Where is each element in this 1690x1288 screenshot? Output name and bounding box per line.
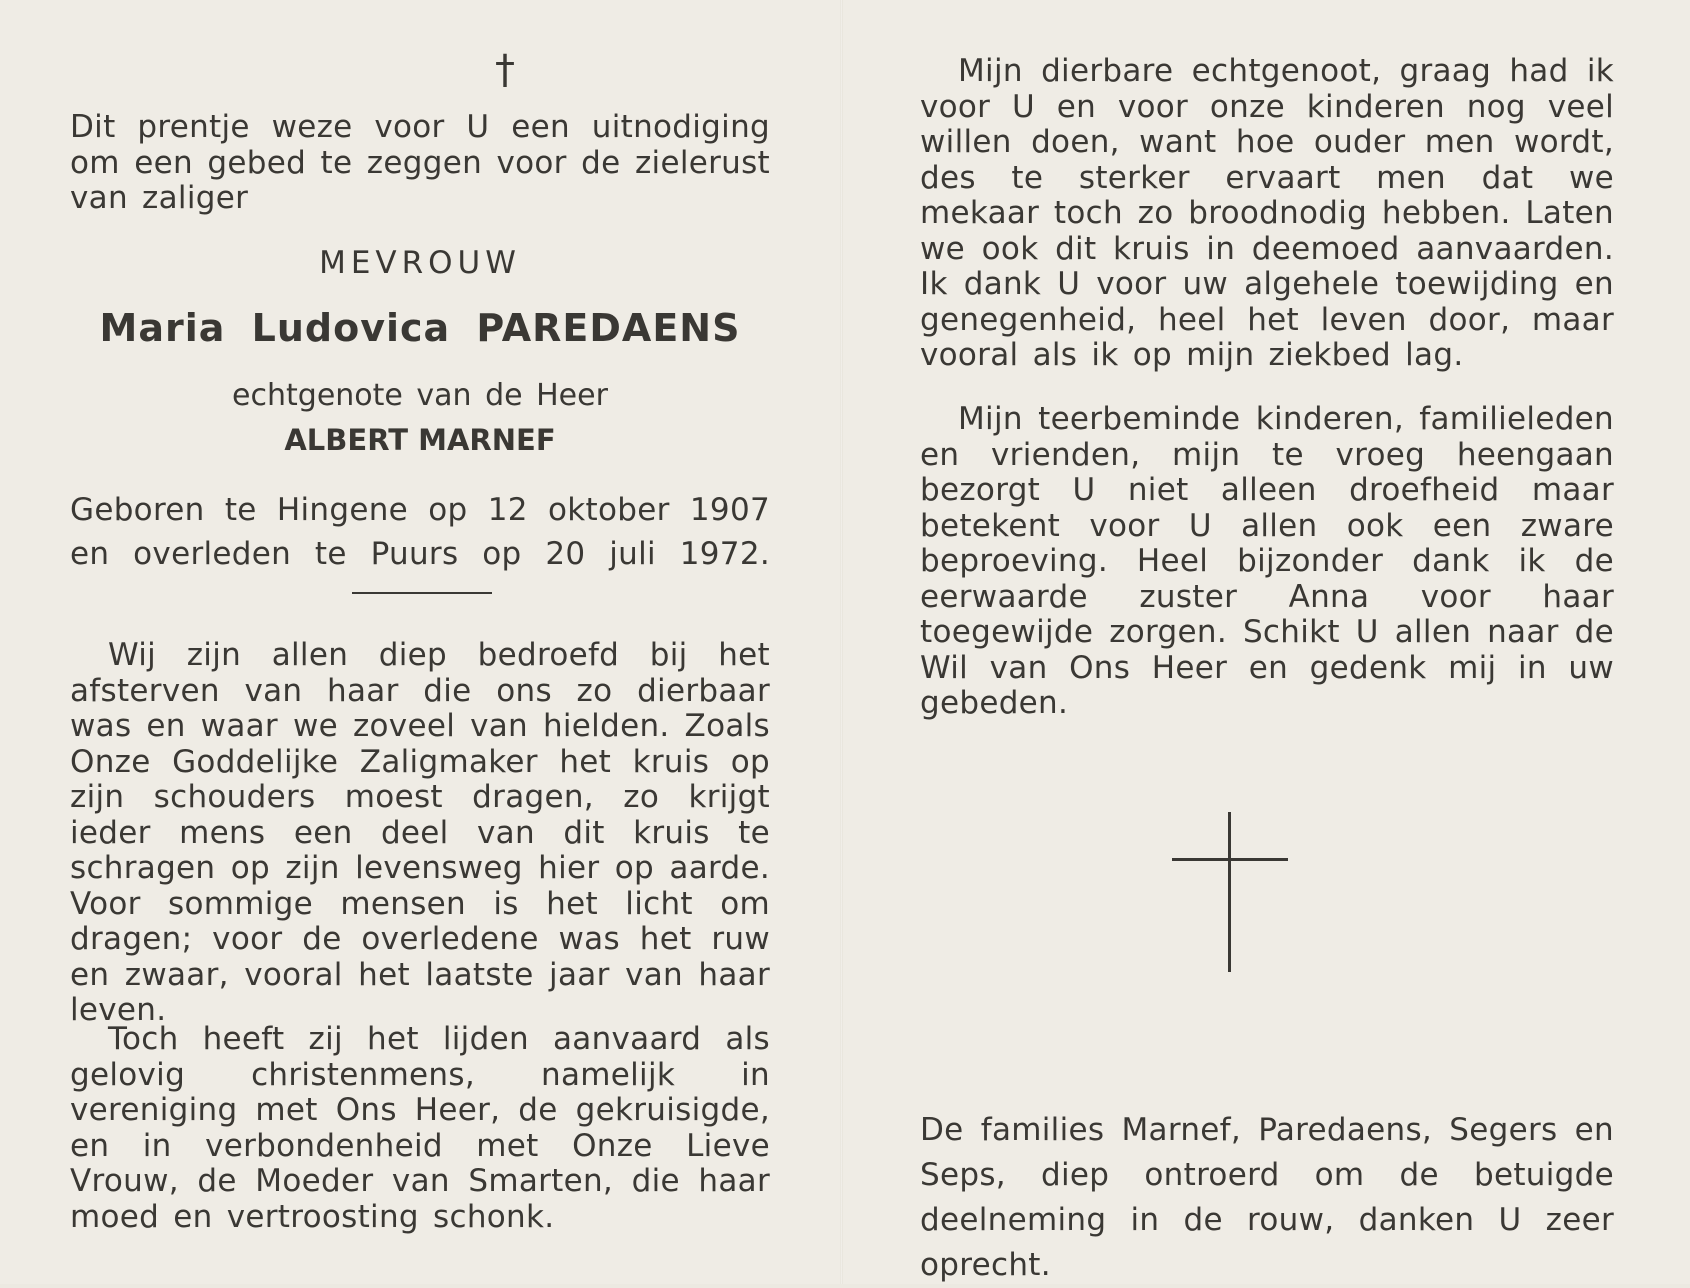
spouse-name: ALBERT MARNEF — [284, 423, 556, 457]
spouse-intro: echtgenote van de Heer — [232, 378, 608, 413]
paragraph-grief: Wij zijn allen diep bedroefd bij het afsterven van haar die ons zo dierbaar was en waar we zoveel van hielden. Zoals Onze Goddelijke Zaligmaker het kruis op zijn schouders moest dragen, zo krijgt ieder mens een deel van dit kruis te schragen op zijn levensweg hier op aarde. Voor sommige mensen is het licht om dragen; voor de overledene was het ruw en zwaar, vooral het laatste jaar van haar leven. — [70, 637, 770, 1028]
deceased-name: Maria Ludovica PAREDAENS — [99, 306, 741, 350]
small-cross-icon: † — [495, 47, 515, 93]
paragraph-spouse-farewell: Mijn dierbare echtgenoot, graag had ik voor U en voor onze kinderen nog veel willen doen, want hoe ouder men wordt, des te sterker ervaart men dat we mekaar toch zo broodnodig hebben. Laten we ook dit kruis in deemoed aanvaarden. Ik dank U voor uw algehele toewijding en genegenheid, heel het leven door, maar vooral als ik op mijn ziekbed lag. — [920, 53, 1614, 373]
birth-death-dates: Geboren te Hingene op 12 oktober 1907 en overleden te Puurs op 20 juli 1972. — [70, 492, 770, 572]
cross-icon — [1228, 812, 1231, 972]
card-fold — [840, 0, 843, 1284]
paragraph-family-farewell: Mijn teerbeminde kinderen, familieleden en vrienden, mijn te vroeg heengaan bezorgt U niet alleen droefheid maar betekent voor U allen ook een zware beproeving. Heel bijzonder dank ik de eerwaarde zuster Anna voor haar toegewijde zorgen. Schikt U allen naar de Wil van Ons Heer en gedenk mij in uw gebeden. — [920, 401, 1614, 721]
paragraph-suffering: Toch heeft zij het lijden aanvaard als gelovig christenmens, namelijk in vereniging met Ons Heer, de gekruisigde, en in verbondenheid met Onze Lieve Vrouw, de Moeder van Smarten, die haar moed en vertroosting schonk. — [70, 1021, 770, 1235]
closing-thanks: De families Marnef, Paredaens, Segers en Seps, diep ontroerd om de betuigde deelneming in de rouw, danken U zeer oprecht. — [920, 1112, 1614, 1283]
intro-text: Dit prentje weze voor U een uitnodiging om een gebed te zeggen voor de zielerust van zaliger — [70, 109, 770, 216]
honorific-title: MEVROUW — [319, 245, 521, 281]
cross-icon-bar — [1172, 858, 1288, 861]
divider-line — [352, 592, 492, 594]
